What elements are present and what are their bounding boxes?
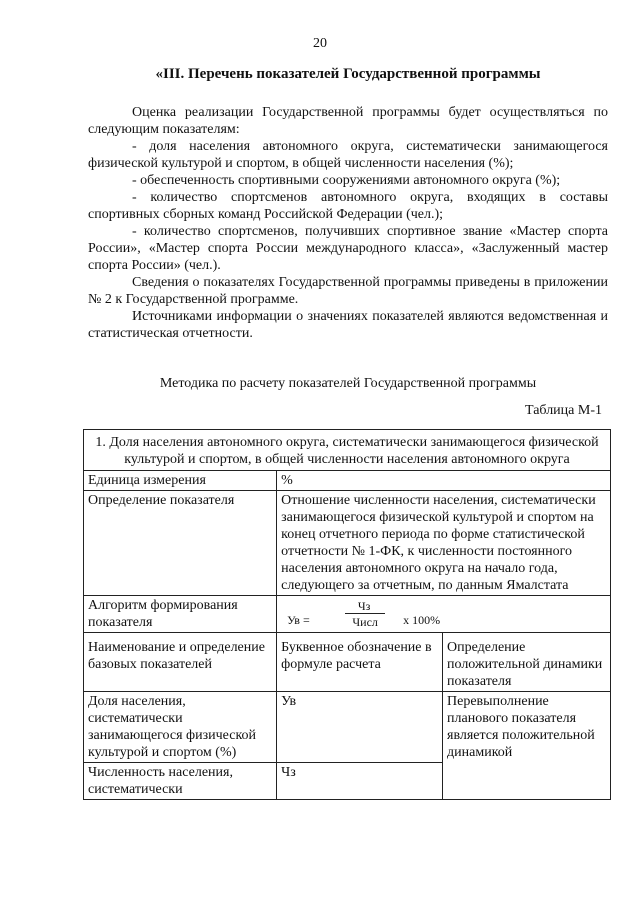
unit-value: % xyxy=(277,471,611,491)
list-item: - количество спортсменов, получивших спортивное звание «Мастер спорта России», «Мастер спорта России международного класса», «Заслуженный мастер спорта России» (чел.). xyxy=(88,224,608,273)
page-number: 20 xyxy=(313,36,327,51)
list-item: - количество спортсменов автономного округа, входящих в составы спортивных сборных команд Российской Федерации (чел.); xyxy=(88,190,608,222)
formula-multiplier: х 100% xyxy=(403,613,441,627)
base-indicator-name: Численность населения, систематически xyxy=(84,763,277,800)
formula-lhs: Ув = xyxy=(287,613,310,627)
algorithm-label: Алгоритм формирования показателя xyxy=(84,596,277,633)
section-heading: «III. Перечень показателей Государственной программы xyxy=(155,66,541,82)
table-header-row xyxy=(84,633,611,692)
body-text xyxy=(88,104,608,342)
formula xyxy=(281,597,606,631)
indicator-table xyxy=(83,429,611,800)
sources-paragraph: Источниками информации о значениях показателей являются ведомственная и статистическая отчетности. xyxy=(88,309,608,341)
table-caption: 1. Доля населения автономного округа, систематически занимающегося физической культурой и спортом, в общей численности населения автономного округа xyxy=(84,430,611,471)
table-row xyxy=(84,596,611,633)
base-indicator-name: Доля населения, систематически занимающегося физической культурой и спортом (%) xyxy=(84,692,277,763)
header-dynamics: Определение положительной динамики показателя xyxy=(443,633,611,692)
table-row xyxy=(84,491,611,596)
method-title: Методика по расчету показателей Государственной программы xyxy=(159,376,537,391)
formula-denominator: Числ xyxy=(352,615,378,629)
intro-paragraph: Оценка реализации Государственной программы будет осуществляться по следующим показателям: xyxy=(88,105,608,137)
table-row xyxy=(84,692,611,763)
table-caption-row xyxy=(84,430,611,471)
base-indicator-symbol: Ув xyxy=(277,692,443,763)
algorithm-formula xyxy=(277,596,611,633)
definition-value: Отношение численности населения, систематически занимающегося физической культурой и спортом на конец отчетного периода по форме статистической отчетности № 1-ФК, к численности постоянного населения автономного округа на начало года, следующего за отчетным, по данным Ямалстата xyxy=(277,491,611,596)
table-row xyxy=(84,471,611,491)
definition-label: Определение показателя xyxy=(84,491,277,596)
formula-numerator: Чз xyxy=(357,599,371,613)
base-indicator-symbol: Чз xyxy=(277,763,443,800)
list-item: - доля населения автономного округа, систематически занимающегося физической культурой и спортом, в общей численности населения (%); xyxy=(88,139,608,171)
table-label: Таблица М-1 xyxy=(525,403,602,418)
unit-label: Единица измерения xyxy=(84,471,277,491)
dynamics-value: Перевыполнение планового показателя является положительной динамикой xyxy=(443,692,611,800)
list-item: - обеспеченность спортивными сооружениями автономного округа (%); xyxy=(132,173,561,188)
header-symbol: Буквенное обозначение в формуле расчета xyxy=(277,633,443,692)
info-paragraph: Сведения о показателях Государственной программы приведены в приложении № 2 к Государственной программе. xyxy=(88,275,608,307)
header-name: Наименование и определение базовых показателей xyxy=(84,633,277,692)
